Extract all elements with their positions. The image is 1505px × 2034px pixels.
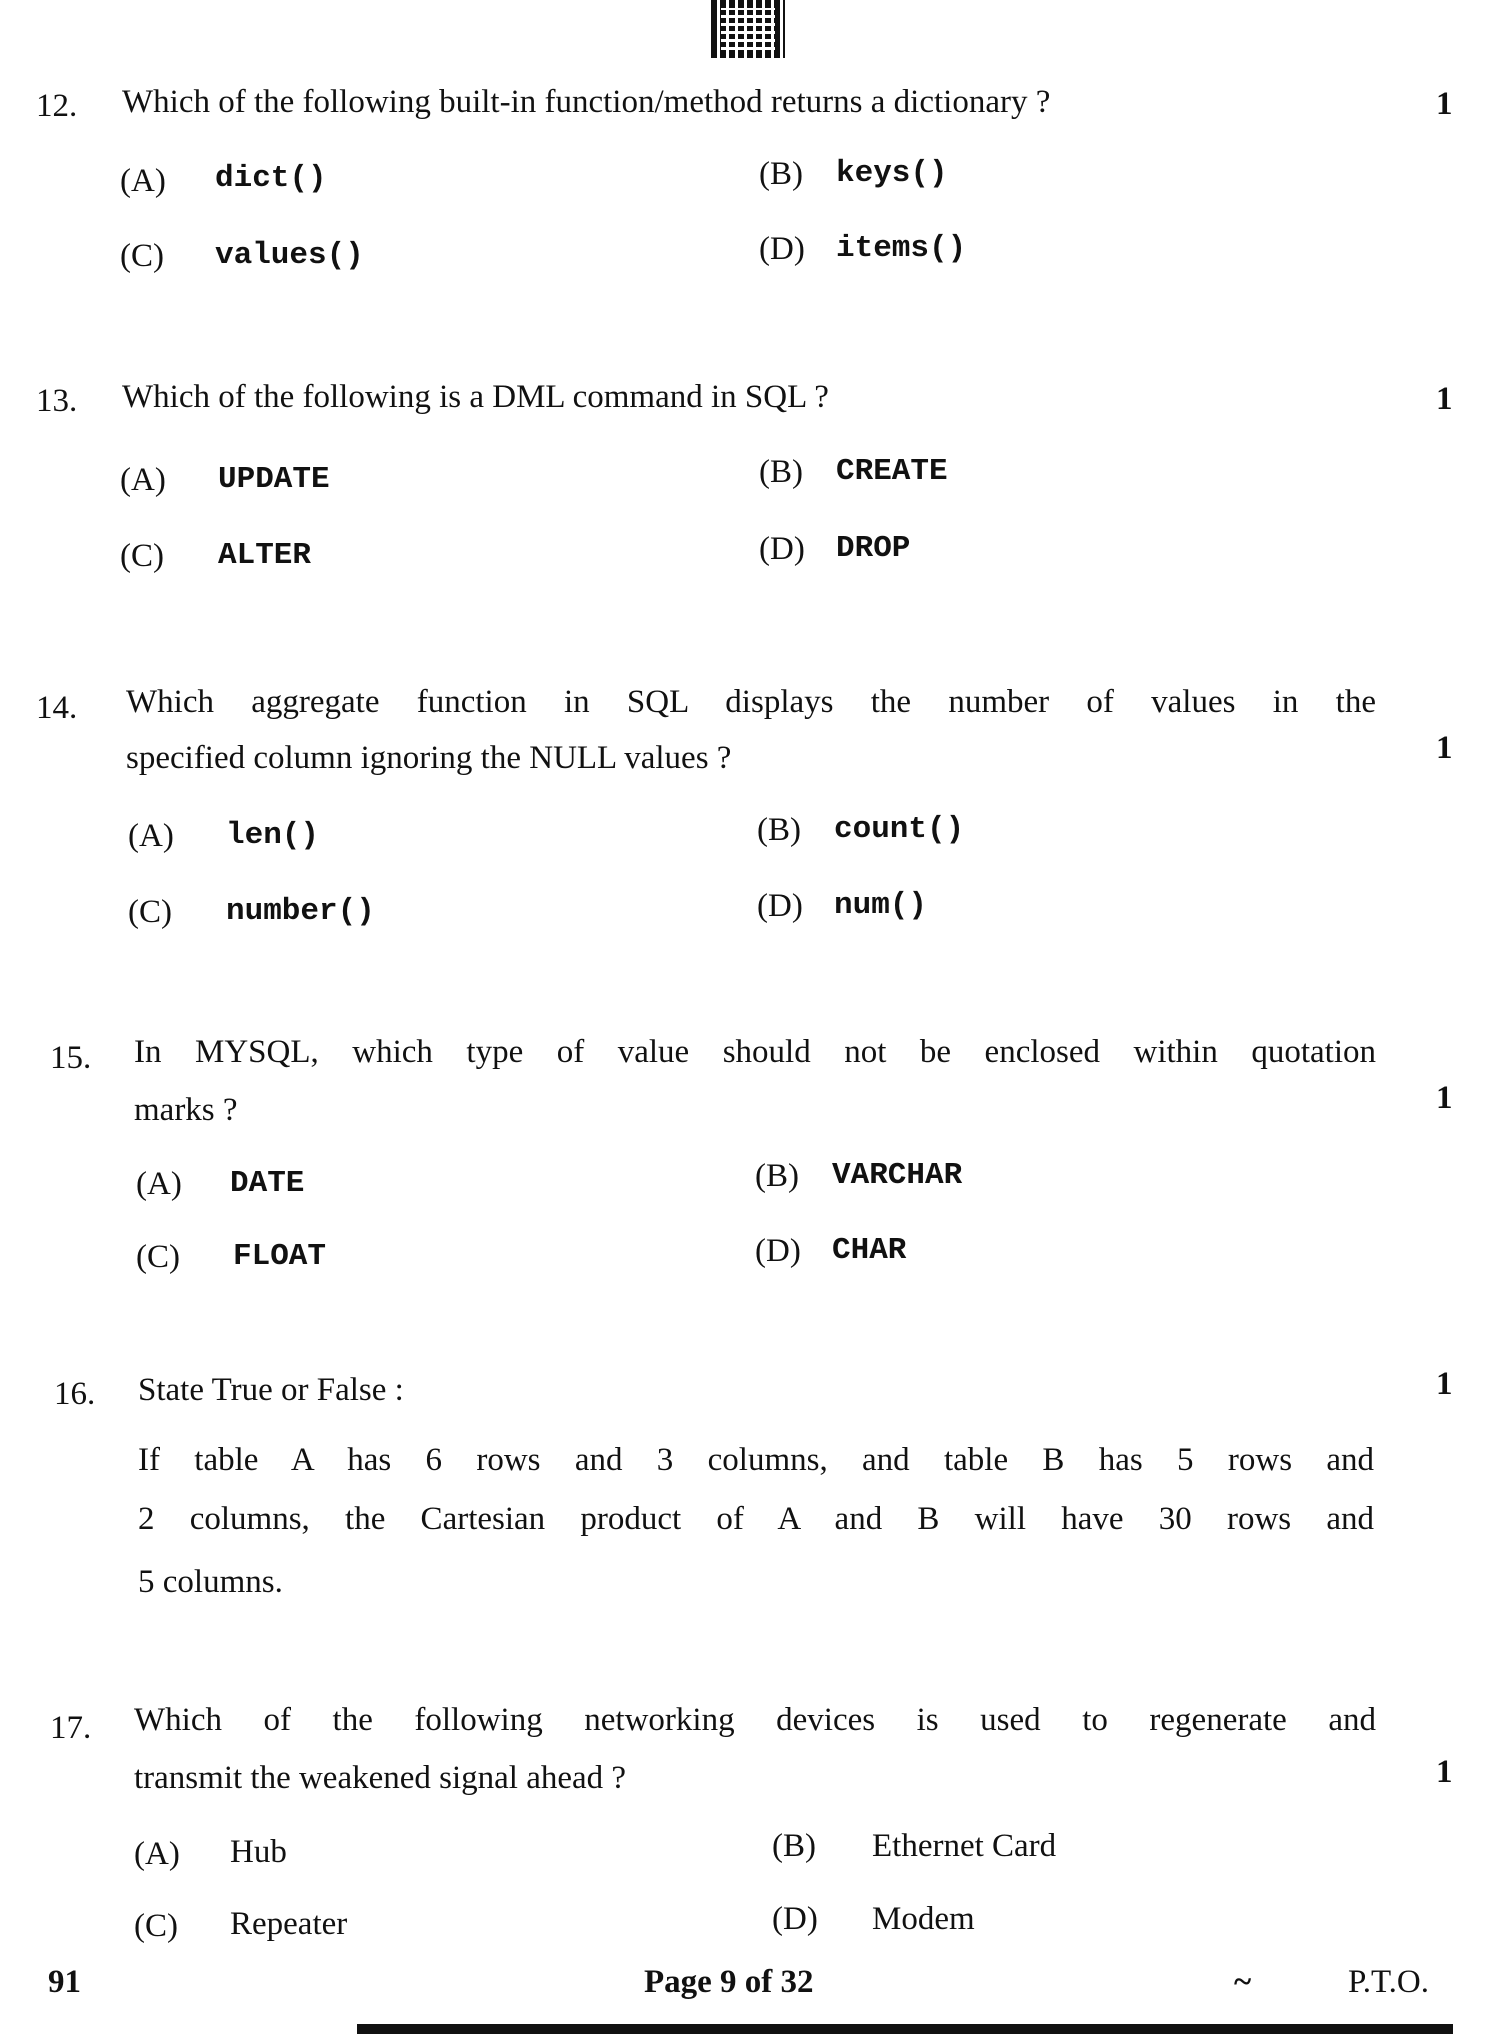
option-label: (D): [755, 1233, 801, 1269]
footer-tilde: ~: [1234, 1964, 1252, 2000]
page-edge-shadow: [357, 2024, 1453, 2034]
question-marks: 1: [1436, 730, 1453, 766]
option-label: (D): [759, 531, 805, 567]
option-label: (B): [759, 454, 803, 490]
question-marks: 1: [1436, 1366, 1453, 1402]
option-value: FLOAT: [233, 1239, 327, 1274]
option-value: keys(): [836, 156, 948, 191]
question-text: transmit the weakened signal ahead ?: [134, 1760, 627, 1796]
option-label: (A): [136, 1166, 182, 1202]
option-label: (B): [759, 156, 803, 192]
option-value: Hub: [230, 1834, 287, 1870]
question-number: 15.: [50, 1040, 92, 1076]
option-label: (C): [128, 894, 172, 930]
option-label: (C): [120, 538, 164, 574]
question-text: Which of the following is a DML command in SQL ?: [122, 379, 829, 415]
option-label: (D): [759, 231, 805, 267]
option-value: UPDATE: [218, 462, 330, 497]
question-number: 13.: [36, 383, 78, 419]
question-text: Which aggregate function in SQL displays the number of values in the: [126, 684, 1376, 720]
question-number: 17.: [50, 1710, 92, 1746]
question-number: 16.: [54, 1376, 96, 1412]
option-value: items(): [836, 231, 967, 266]
page-number: Page 9 of 32: [644, 1964, 814, 2000]
option-value: values(): [215, 238, 364, 273]
paper-code: 91: [48, 1964, 81, 2000]
option-value: DATE: [230, 1166, 305, 1201]
question-number: 12.: [36, 88, 78, 124]
qr-code: [711, 0, 785, 58]
option-value: number(): [226, 894, 375, 929]
question-text: marks ?: [134, 1092, 238, 1128]
question-number: 14.: [36, 690, 78, 726]
question-text: State True or False :: [138, 1372, 404, 1408]
option-value: ALTER: [218, 538, 312, 573]
question-text: If table A has 6 rows and 3 columns, and table B has 5 rows and: [138, 1442, 1374, 1478]
option-value: Repeater: [230, 1906, 348, 1942]
option-label: (A): [120, 462, 166, 498]
option-value: CHAR: [832, 1233, 907, 1268]
option-label: (B): [757, 812, 801, 848]
option-value: DROP: [836, 531, 911, 566]
question-marks: 1: [1436, 1080, 1453, 1116]
question-marks: 1: [1436, 86, 1453, 122]
option-value: num(): [834, 888, 928, 923]
option-value: dict(): [215, 161, 327, 196]
option-value: VARCHAR: [832, 1158, 963, 1193]
option-value: CREATE: [836, 454, 948, 489]
question-text: 2 columns, the Cartesian product of A and B will have 30 rows and: [138, 1501, 1374, 1537]
option-label: (A): [128, 818, 174, 854]
option-label: (D): [772, 1901, 818, 1937]
question-text: In MYSQL, which type of value should not be enclosed within quotation: [134, 1034, 1376, 1070]
option-label: (C): [120, 238, 164, 274]
question-marks: 1: [1436, 1754, 1453, 1790]
question-text: specified column ignoring the NULL values ?: [126, 740, 732, 776]
question-text: Which of the following networking devices is used to regenerate and: [134, 1702, 1376, 1738]
option-label: (D): [757, 888, 803, 924]
option-label: (B): [772, 1828, 816, 1864]
question-text: 5 columns.: [138, 1564, 283, 1600]
option-value: Ethernet Card: [872, 1828, 1057, 1864]
question-marks: 1: [1436, 381, 1453, 417]
option-label: (A): [134, 1836, 180, 1872]
option-label: (C): [134, 1908, 178, 1944]
pto-label: P.T.O.: [1348, 1964, 1429, 2000]
option-label: (B): [755, 1158, 799, 1194]
option-value: len(): [226, 818, 320, 853]
option-label: (C): [136, 1239, 180, 1275]
option-value: count(): [834, 812, 965, 847]
option-label: (A): [120, 163, 166, 199]
question-text: Which of the following built-in function/method returns a dictionary ?: [122, 84, 1051, 120]
option-value: Modem: [872, 1901, 975, 1937]
